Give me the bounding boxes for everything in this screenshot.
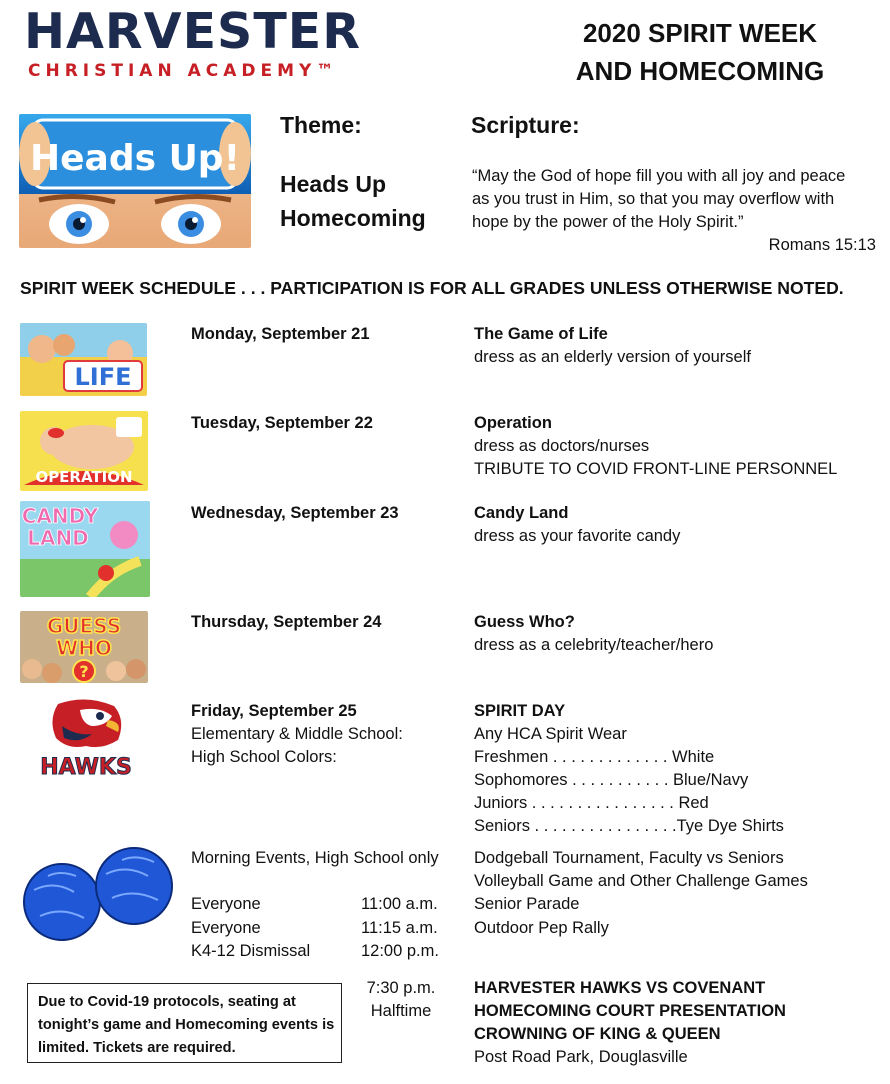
tuesday-desc-1: dress as doctors/nurses <box>474 437 650 455</box>
tuesday-desc-2: TRIBUTE TO COVID FRONT-LINE PERSONNEL <box>474 460 838 478</box>
friday-group-1: Elementary & Middle School: <box>191 725 403 743</box>
event-row-3-who: K4-12 Dismissal <box>191 942 311 960</box>
friday-left <box>191 700 403 769</box>
svg-text:?: ? <box>79 662 89 681</box>
covid-notice-text: Due to Covid-19 protocols, seating at tonight’s game and Homecoming events is limited. Tickets are required. <box>38 994 335 1056</box>
page-title <box>540 14 860 90</box>
evening-event-3: CROWNING OF KING & QUEEN <box>474 1025 721 1043</box>
friday-theme: SPIRIT DAY <box>474 702 566 720</box>
thursday-details <box>474 611 713 657</box>
monday-desc: dress as an elderly version of yourself <box>474 348 751 366</box>
friday-item-4: Juniors . . . . . . . . . . . . . . . . Red <box>474 794 709 812</box>
thursday-date: Thursday, September 24 <box>191 613 382 631</box>
wednesday-desc: dress as your favorite candy <box>474 527 681 545</box>
banner-image-text: Heads Up! <box>30 138 240 179</box>
scripture-line-2: as you trust in Him, so that you may overflow with <box>472 190 835 208</box>
wednesday-theme: Candy Land <box>474 504 569 522</box>
candy-image-text-2: LAND <box>27 526 89 550</box>
operation-image <box>20 411 148 491</box>
school-logo-name: HARVESTER <box>24 3 361 60</box>
evening-time-1: 7:30 p.m. <box>366 979 436 997</box>
theme-text <box>280 167 426 235</box>
wednesday-details <box>474 502 680 548</box>
pom-poms-image <box>14 840 184 950</box>
event-row-1-what: Senior Parade <box>474 895 580 913</box>
title-line-1: 2020 SPIRIT WEEK <box>582 18 818 48</box>
event-row-1-time: 11:00 a.m. <box>361 895 438 913</box>
event-row-2-what: Outdoor Pep Rally <box>474 919 609 937</box>
morning-events-label: Morning Events, High School only <box>191 849 439 867</box>
scripture-quote <box>472 165 845 234</box>
operation-image-text: OPERATION <box>35 468 133 486</box>
scripture-label: Scripture: <box>471 112 580 138</box>
theme-label: Theme: <box>280 112 362 138</box>
event-row-2-time: 11:15 a.m. <box>361 919 438 937</box>
morning-events-list <box>474 847 808 893</box>
evening-event-2: HOMECOMING COURT PRESENTATION <box>474 1002 786 1020</box>
schedule-heading: SPIRIT WEEK SCHEDULE . . . PARTICIPATION IS FOR ALL GRADES UNLESS OTHERWISE NOTED. <box>20 278 844 298</box>
scripture-line-3: hope by the power of the Holy Spirit.” <box>472 213 744 231</box>
scripture-line-1: “May the God of hope fill you with all joy and peace <box>472 167 846 185</box>
evening-events <box>474 977 786 1069</box>
school-logo-subtitle: CHRISTIAN ACADEMY™ <box>28 61 339 81</box>
theme-line-2: Homecoming <box>280 205 426 231</box>
friday-details <box>474 700 784 838</box>
guess-who-image <box>20 611 148 683</box>
friday-item-5: Seniors . . . . . . . . . . . . . . . .Tye Dye Shirts <box>474 817 784 835</box>
monday-details <box>474 323 751 369</box>
monday-date: Monday, September 21 <box>191 325 370 343</box>
morning-event-1: Dodgeball Tournament, Faculty vs Seniors <box>474 849 784 867</box>
monday-theme: The Game of Life <box>474 325 608 343</box>
heads-up-banner-image <box>19 114 251 248</box>
morning-event-2: Volleyball Game and Other Challenge Games <box>474 872 808 890</box>
evening-event-1: HARVESTER HAWKS VS COVENANT <box>474 979 766 997</box>
candy-image-text-1: CANDY <box>21 504 99 528</box>
evening-times <box>360 977 442 1023</box>
event-row-2-who: Everyone <box>191 919 261 937</box>
friday-item-3: Sophomores . . . . . . . . . . . Blue/Navy <box>474 771 749 789</box>
friday-group-2: High School Colors: <box>191 748 337 766</box>
tuesday-details <box>474 412 837 481</box>
hawks-image-text: HAWKS <box>40 755 132 780</box>
wednesday-date: Wednesday, September 23 <box>191 504 399 522</box>
guess-image-text-2: WHO <box>56 636 112 660</box>
theme-line-1: Heads Up <box>280 171 387 197</box>
event-location: Post Road Park, Douglasville <box>474 1048 688 1066</box>
thursday-theme: Guess Who? <box>474 613 575 631</box>
event-row-3-time: 12:00 p.m. <box>361 942 439 960</box>
scripture-reference: Romans 15:13 <box>768 236 876 254</box>
thursday-desc: dress as a celebrity/teacher/hero <box>474 636 714 654</box>
friday-item-1: Any HCA Spirit Wear <box>474 725 627 743</box>
covid-notice-box <box>27 983 342 1063</box>
candy-land-image <box>20 501 150 597</box>
tuesday-date: Tuesday, September 22 <box>191 414 373 432</box>
game-of-life-image <box>20 323 147 396</box>
event-row-1-who: Everyone <box>191 895 261 913</box>
evening-time-2: Halftime <box>370 1002 432 1020</box>
friday-date: Friday, September 25 <box>191 702 357 720</box>
friday-item-2: Freshmen . . . . . . . . . . . . . White <box>474 748 715 766</box>
hawks-logo <box>22 696 150 780</box>
title-line-2: AND HOMECOMING <box>575 56 825 86</box>
life-image-text: LIFE <box>74 363 132 391</box>
guess-image-text-1: GUESS <box>46 614 122 638</box>
tuesday-theme: Operation <box>474 414 552 432</box>
